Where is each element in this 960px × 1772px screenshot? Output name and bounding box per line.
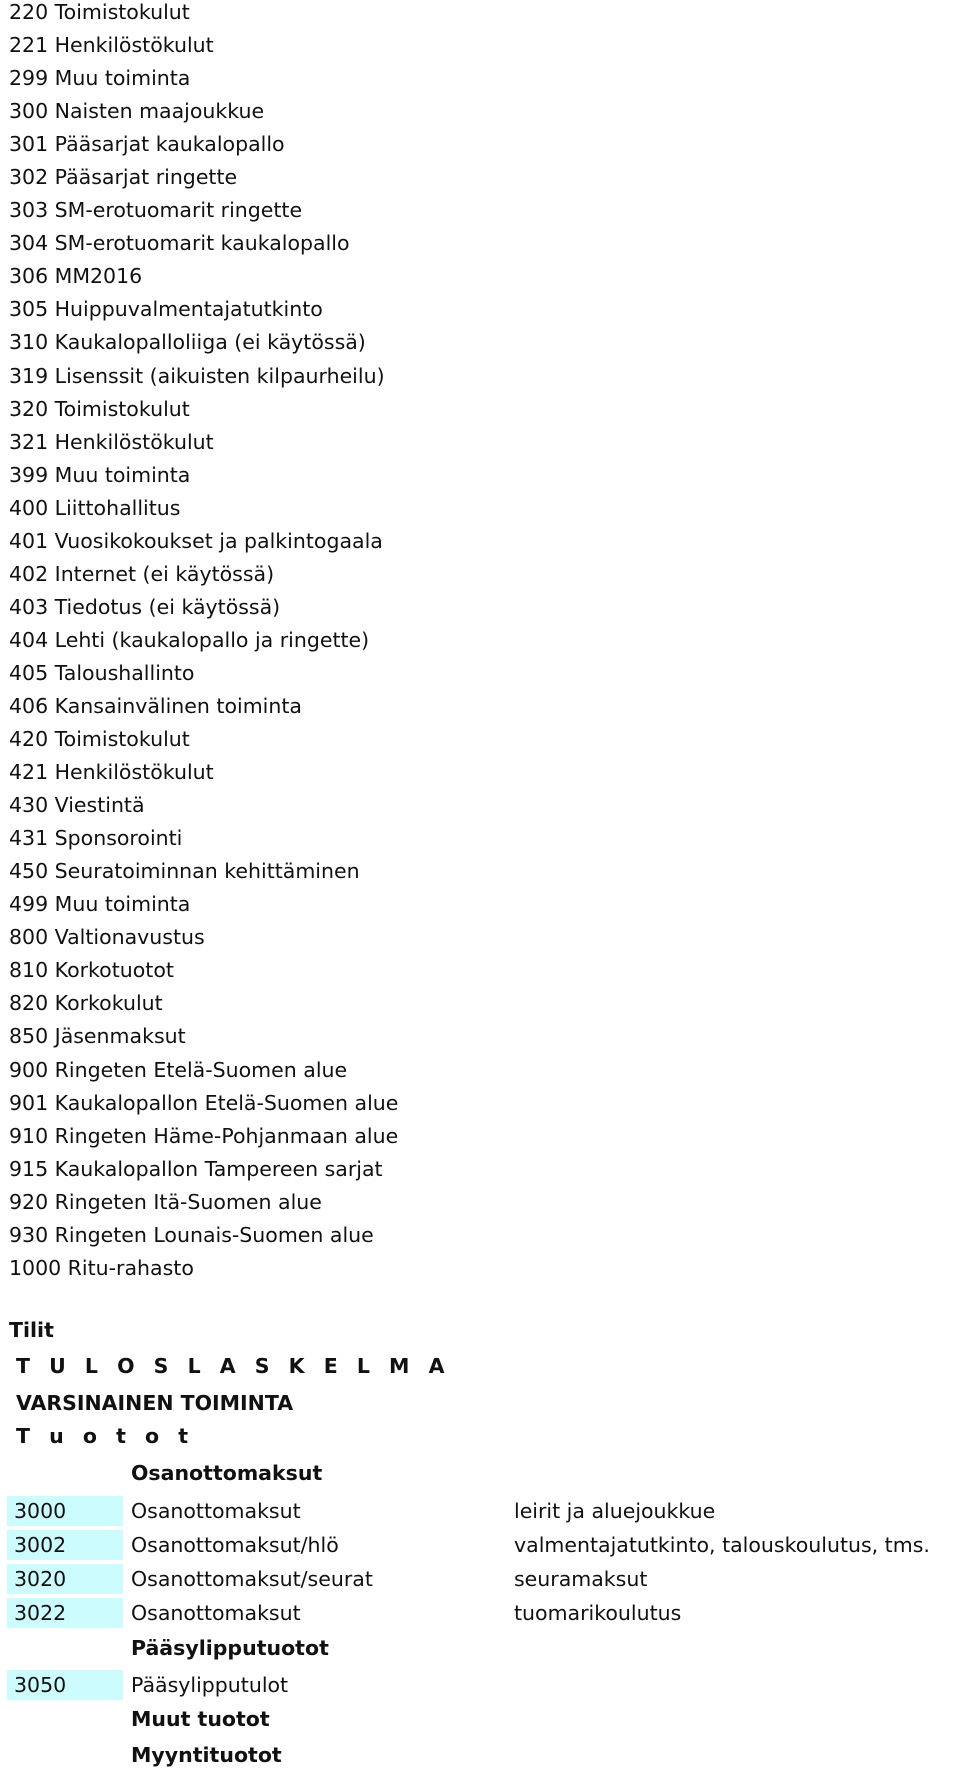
account-code: 3050 [7,1670,123,1700]
account-description: valmentajatutkinto, talouskoulutus, tms. [514,1533,930,1557]
cost-center-item: 910 Ringeten Häme-Pohjanmaan alue [9,1123,399,1148]
accounts-title: Tilit [9,1318,54,1342]
group-heading: Osanottomaksut [131,1461,323,1485]
account-code: 3020 [7,1564,123,1594]
cost-center-item: 900 Ringeten Etelä-Suomen alue [9,1057,348,1082]
account-row [7,1670,960,1700]
cost-center-item: 400 Liittohallitus [9,495,181,520]
cost-center-item: 304 SM-erotuomarit kaukalopallo [9,231,350,256]
cost-center-item: 1000 Ritu-rahasto [9,1255,194,1280]
income-heading: T u o t o t [16,1424,195,1448]
cost-center-item: 399 Muu toiminta [9,462,191,487]
account-name: Osanottomaksut [131,1499,301,1523]
cost-center-item: 306 MM2016 [9,264,143,289]
cost-center-item: 420 Toimistokulut [9,727,190,752]
cost-center-item: 320 Toimistokulut [9,396,190,421]
sales-income-heading: Myyntituotot [131,1743,282,1767]
cost-center-item: 405 Taloushallinto [9,660,195,685]
account-name: Osanottomaksut/hlö [131,1533,339,1557]
cost-center-item: 810 Korkotuotot [9,958,174,983]
cost-center-item: 221 Henkilöstökulut [9,33,214,58]
cost-center-item: 303 SM-erotuomarit ringette [9,198,303,223]
cost-center-item: 299 Muu toiminta [9,66,191,91]
cost-center-item: 401 Vuosikokoukset ja palkintogaala [9,528,383,553]
cost-center-item: 800 Valtionavustus [9,925,205,950]
cost-center-item: 301 Pääsarjat kaukalopallo [9,132,285,157]
cost-center-item: 220 Toimistokulut [9,0,190,24]
cost-center-item: 850 Jäsenmaksut [9,1024,186,1049]
cost-center-item: 403 Tiedotus (ei käytössä) [9,594,281,619]
other-income-heading: Muut tuotot [131,1707,270,1731]
cost-center-item: 319 Lisenssit (aikuisten kilpaurheilu) [9,363,385,388]
account-row [7,1598,960,1628]
cost-center-item: 305 Huippuvalmentajatutkinto [9,297,323,322]
account-name: Osanottomaksut [131,1601,301,1625]
cost-center-item: 402 Internet (ei käytössä) [9,561,275,586]
cost-center-list [9,0,398,1289]
cost-center-item: 302 Pääsarjat ringette [9,165,238,190]
cost-center-item: 901 Kaukalopallon Etelä-Suomen alue [9,1090,399,1115]
account-row [7,1530,960,1560]
cost-center-item: 321 Henkilöstökulut [9,429,214,454]
cost-center-item: 915 Kaukalopallon Tampereen sarjat [9,1156,383,1181]
income-statement-heading: T U L O S L A S K E L M A [16,1354,451,1378]
cost-center-item: 430 Viestintä [9,793,145,818]
cost-center-item: 820 Korkokulut [9,991,163,1016]
cost-center-item: 499 Muu toiminta [9,892,191,917]
account-code: 3000 [7,1496,123,1526]
cost-center-item: 406 Kansainvälinen toiminta [9,693,302,718]
cost-center-item: 450 Seuratoiminnan kehittäminen [9,859,360,884]
cost-center-item: 421 Henkilöstökulut [9,760,214,785]
account-description: tuomarikoulutus [514,1601,682,1625]
cost-center-item: 930 Ringeten Lounais-Suomen alue [9,1222,374,1247]
cost-center-item: 431 Sponsorointi [9,826,183,851]
group-heading: Pääsylipputuotot [131,1636,329,1660]
account-name: Osanottomaksut/seurat [131,1567,373,1591]
account-code: 3022 [7,1598,123,1628]
account-name: Pääsylipputulot [131,1673,289,1697]
account-code: 3002 [7,1530,123,1560]
cost-center-item: 300 Naisten maajoukkue [9,99,265,124]
cost-center-item: 920 Ringeten Itä-Suomen alue [9,1189,322,1214]
account-row [7,1564,960,1594]
account-row [7,1496,960,1526]
cost-center-item: 310 Kaukalopalloliiga (ei käytössä) [9,330,366,355]
account-description: leirit ja aluejoukkue [514,1499,716,1523]
account-description: seuramaksut [514,1567,648,1591]
section-heading: VARSINAINEN TOIMINTA [16,1391,294,1415]
cost-center-item: 404 Lehti (kaukalopallo ja ringette) [9,627,370,652]
